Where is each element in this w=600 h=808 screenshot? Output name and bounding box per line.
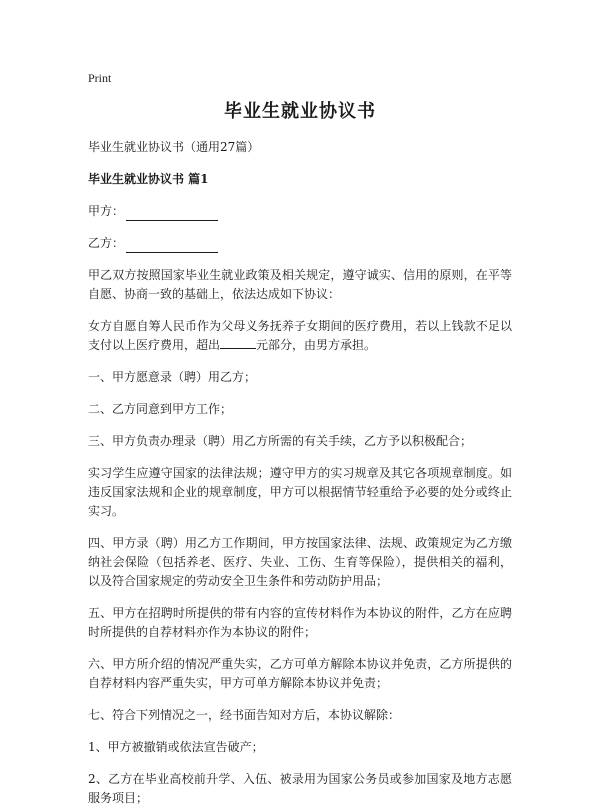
party-a-blank xyxy=(126,206,218,221)
clause-3: 三、甲方负责办理录（聘）用乙方所需的有关手续，乙方予以积极配合； xyxy=(88,434,473,448)
party-a-line xyxy=(88,202,512,221)
clause-4: 四、甲方录（聘）用乙方工作期间，甲方按国家法律、法规、政策规定为乙方缴纳社会保险（包括养老、医疗、失业、工伤、生育等保险），提供相关的福利，以及符合国家规定的劳动安全卫生条件和劳动防护用品； xyxy=(88,536,512,588)
sub-clause-1: 1、甲方被撤销或依法宣告破产； xyxy=(88,740,264,754)
clause-6: 六、甲方所介绍的情况严重失实，乙方可单方解除本协议并免责，乙方所提供的自荐材料内容严重失实，甲方可单方解除本协议并免责； xyxy=(88,657,512,690)
document-subtitle: 毕业生就业协议书（通用27篇） xyxy=(88,140,260,154)
paragraph-internship-rules: 实习学生应遵守国家的法律法规；遵守甲方的实习规章及其它各项规章制度。如违反国家法规和企业的规章制度，甲方可以根据情节轻重给予必要的处分或终止实习。 xyxy=(88,466,512,518)
paragraph-medical-fee-after: 元部分，由男方承担。 xyxy=(256,338,377,352)
clause-5: 五、甲方在招聘时所提供的带有内容的宣传材料作为本协议的附件，乙方在应聘时所提供的自荐材料亦作为本协议的附件； xyxy=(88,606,512,639)
party-b-blank xyxy=(126,238,218,253)
party-b-line xyxy=(88,234,512,253)
clause-2: 二、乙方同意到甲方工作； xyxy=(88,402,233,416)
party-b-label: 乙方： xyxy=(88,236,125,250)
print-label: Print xyxy=(88,71,112,85)
paragraph-medical-fee xyxy=(88,317,512,355)
paragraph-medical-fee-before: 女方自愿自筹人民币作为父母义务抚养子女期间的医疗费用，若以上钱款不足以支付以上医疗费用，超出 xyxy=(88,319,512,352)
clause-7: 七、符合下列情况之一，经书面告知对方后，本协议解除： xyxy=(88,708,401,722)
clause-1: 一、甲方愿意录（聘）用乙方； xyxy=(88,370,257,384)
paragraph-intro: 甲乙双方按照国家毕业生就业政策及相关规定，遵守诚实、信用的原则，在平等自愿、协商一致的基础上，依法达成如下协议： xyxy=(88,268,512,301)
section-heading: 毕业生就业协议书 篇1 xyxy=(88,172,209,186)
document-title: 毕业生就业协议书 xyxy=(224,101,376,122)
amount-blank xyxy=(220,336,256,349)
party-a-label: 甲方： xyxy=(88,204,125,218)
sub-clause-2: 2、乙方在毕业高校前升学、入伍、被录用为国家公务员或参加国家及地方志愿服务项目； xyxy=(88,772,512,805)
